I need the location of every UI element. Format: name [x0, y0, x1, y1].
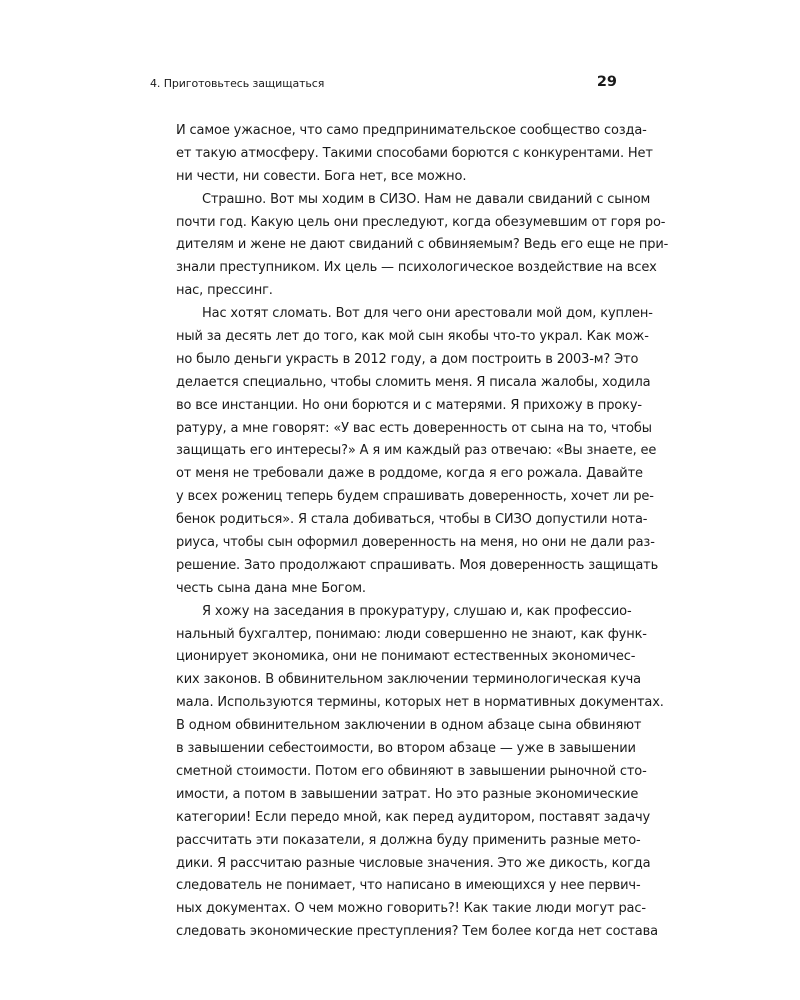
- text-line: но было деньги украсть в 2012 году, а дом построить в 2003-м? Это: [176, 351, 639, 367]
- text-line: дителям и жене не дают свиданий с обвиняемым? Ведь его еще не при-: [176, 237, 669, 253]
- text-line: риуса, чтобы сын оформил доверенность на меня, но они не дали раз-: [176, 535, 655, 551]
- text-line: ратуру, а мне говорят: «У вас есть доверенность от сына на то, чтобы: [176, 420, 652, 436]
- text-line: ных документах. О чем можно говорить?! Как такие люди могут рас-: [176, 901, 646, 917]
- paragraph: [176, 189, 669, 303]
- text-line: у всех рожениц теперь будем спрашивать доверенность, хочет ли ре-: [176, 489, 654, 505]
- text-line: в завышении себестоимости, во втором абзаце — уже в завышении: [176, 741, 636, 757]
- text-line: рассчитать эти показатели, я должна буду применить разные мето-: [176, 832, 641, 848]
- text-line: Страшно. Вот мы ходим в СИЗО. Нам не давали свиданий с сыном: [202, 191, 651, 207]
- text-line: ет такую атмосферу. Такими способами борются с конкурентами. Нет: [176, 145, 653, 161]
- paragraph: [176, 120, 653, 189]
- text-line: И самое ужасное, что само предпринимательское сообщество созда-: [176, 123, 647, 138]
- text-line: В одном обвинительном заключении в одном абзаце сына обвиняют: [176, 718, 642, 734]
- text-line: делается специально, чтобы сломить меня. Я писала жалобы, ходила: [176, 374, 651, 390]
- text-line: сметной стоимости. Потом его обвиняют в завышении рыночной сто-: [176, 763, 647, 779]
- text-line: нас, прессинг.: [176, 283, 273, 299]
- paragraph: [176, 303, 659, 601]
- text-line: честь сына дана мне Богом.: [176, 580, 366, 596]
- text-line: решение. Зато продолжают спрашивать. Моя доверенность защищать: [176, 557, 659, 573]
- chapter-title: 4. Приготовьтесь защищаться: [150, 77, 325, 90]
- text-line: Нас хотят сломать. Вот для чего они арестовали мой дом, куплен-: [202, 306, 653, 322]
- text-line: ный за десять лет до того, как мой сын якобы что-то украл. Как мож-: [176, 329, 649, 345]
- text-line: ких законов. В обвинительном заключении терминологическая куча: [176, 672, 641, 688]
- text-line: категории! Если передо мной, как перед аудитором, поставят задачу: [176, 809, 651, 825]
- text-line: от меня не требовали даже в роддоме, когда я его рожала. Давайте: [176, 466, 643, 482]
- text-line: мала. Используются термины, которых нет в нормативных документах.: [176, 695, 664, 711]
- text-line: во все инстанции. Но они борются и с матерями. Я прихожу в проку-: [176, 397, 642, 413]
- text-line: ни чести, ни совести. Бога нет, все можно.: [176, 168, 467, 184]
- paragraph: [176, 601, 664, 944]
- page-number: 29: [596, 74, 617, 90]
- text-line: защищать его интересы?» А я им каждый раз отвечаю: «Вы знаете, ее: [176, 443, 657, 459]
- text-line: знали преступником. Их цель — психологическое воздействие на всех: [176, 260, 657, 276]
- text-line: бенок родиться». Я стала добиваться, чтобы в СИЗО допустили нота-: [176, 512, 648, 528]
- text-line: ционирует экономика, они не понимают естественных экономичес-: [176, 649, 636, 665]
- text-line: дики. Я рассчитаю разные числовые значения. Это же дикость, когда: [176, 855, 651, 871]
- body-text: [176, 120, 669, 944]
- text-line: Я хожу на заседания в прокуратуру, слушаю и, как профессио-: [202, 603, 632, 619]
- text-line: нальный бухгалтер, понимаю: люди совершенно не знают, как функ-: [176, 626, 647, 642]
- text-line: имости, а потом в завышении затрат. Но это разные экономические: [176, 786, 639, 802]
- text-line: следователь не понимает, что написано в имеющихся у нее первич-: [176, 878, 641, 894]
- running-head: [150, 74, 617, 94]
- text-line: почти год. Какую цель они преследуют, когда обезумевшим от горя ро-: [176, 214, 666, 230]
- text-line: следовать экономические преступления? Тем более когда нет состава: [176, 924, 658, 940]
